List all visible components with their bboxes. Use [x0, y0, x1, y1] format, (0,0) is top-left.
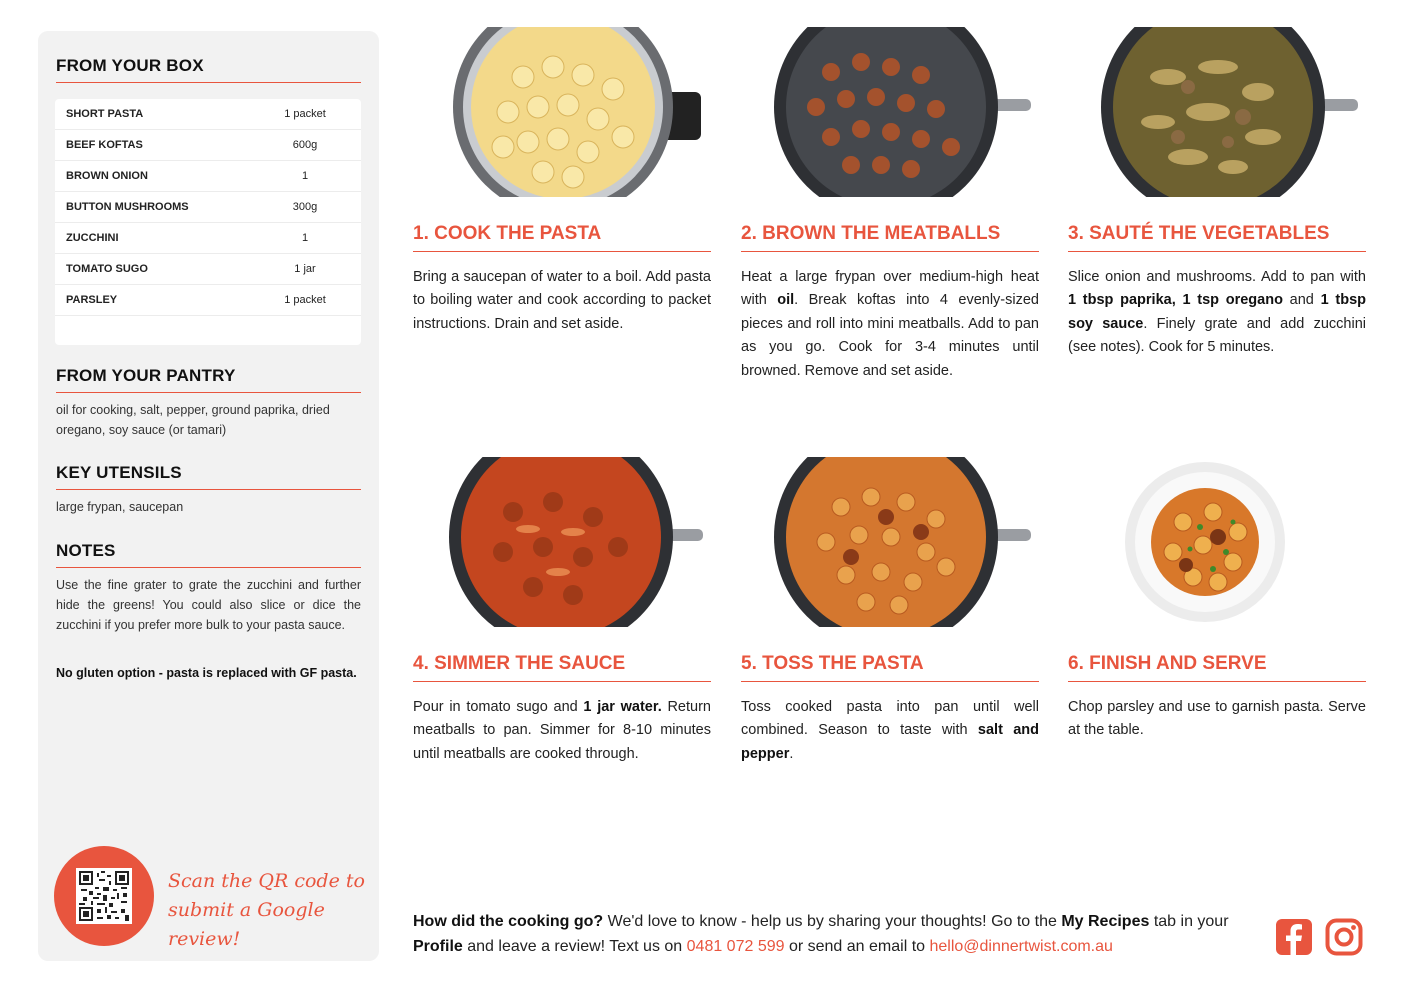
- vegetables-frypan-photo: [1068, 27, 1366, 197]
- step-text-bold: 1 tbsp paprika, 1 tsp oregano: [1068, 292, 1283, 309]
- my-recipes-label: My Recipes: [1061, 913, 1150, 930]
- step-title: 6. FINISH AND SERVE: [1068, 653, 1366, 682]
- notes-bold-text: No gluten option - pasta is replaced with GF pasta.: [56, 666, 357, 680]
- review-text: and leave a review! Text us on: [462, 938, 687, 955]
- key-utensils-heading: KEY UTENSILS: [56, 463, 361, 490]
- table-row: [55, 192, 361, 223]
- ingredient-name: SHORT PASTA: [66, 108, 144, 120]
- review-text: or send an email to: [784, 938, 930, 955]
- table-row: [55, 223, 361, 254]
- ingredient-qty: 1 jar: [294, 263, 316, 275]
- notes-text: Use the fine grater to grate the zucchini and further hide the greens! You could also slice or dice the zucchini if you prefer more bulk to your pasta sauce.: [56, 578, 361, 632]
- from-your-pantry-heading: FROM YOUR PANTRY: [56, 366, 361, 393]
- table-row: [55, 285, 361, 316]
- step-body: [741, 696, 1039, 766]
- step-text-bold: salt and pepper: [741, 722, 1039, 762]
- step-text: and: [1282, 292, 1321, 309]
- step-text: . Break koftas into 4 evenly-sized pieces and roll into mini meatballs. Add to pan as you go. Cook for 3-4 minutes until browned. Remove and set aside.: [741, 292, 1039, 379]
- served-bowl-photo: [1068, 457, 1366, 627]
- ingredient-name: ZUCCHINI: [66, 232, 119, 244]
- profile-label: Profile: [413, 938, 463, 955]
- step-text-bold: 1 jar water.: [583, 699, 662, 715]
- ingredients-table: [55, 99, 361, 345]
- table-row: [55, 130, 361, 161]
- tossed-pasta-frypan-photo: [741, 457, 1039, 627]
- step-text: Return meatballs to pan. Simmer for 8-10 minutes until meatballs are cooked through.: [413, 699, 711, 762]
- phone-link[interactable]: 0481 072 599: [686, 938, 785, 955]
- instagram-icon[interactable]: [1325, 918, 1363, 956]
- step-title: 5. TOSS THE PASTA: [741, 653, 1039, 682]
- step-text: Pour in tomato sugo and: [413, 699, 584, 715]
- step-text: Heat a large frypan over medium-high heat with: [741, 269, 1039, 309]
- ingredient-qty: 600g: [292, 139, 318, 151]
- step-text: Bring a saucepan of water to a boil. Add pasta to boiling water and cook according to packet instructions. Drain and set aside.: [413, 269, 711, 332]
- ingredient-qty: 1 packet: [284, 108, 326, 120]
- ingredient-name: BUTTON MUSHROOMS: [66, 201, 189, 213]
- step-title: 4. SIMMER THE SAUCE: [413, 653, 711, 682]
- ingredient-qty: 1: [301, 232, 309, 244]
- step-body: [741, 266, 1039, 383]
- ingredient-name: TOMATO SUGO: [66, 263, 148, 275]
- qr-caption-line: submit a Google review!: [168, 899, 325, 950]
- step-text: Slice onion and mushrooms. Add to pan with: [1068, 269, 1366, 285]
- notes-heading: NOTES: [56, 541, 361, 568]
- ingredient-qty: 300g: [292, 201, 318, 213]
- review-text: We'd love to know - help us by sharing your thoughts! Go to the: [603, 913, 1062, 930]
- email-link[interactable]: hello@dinnertwist.com.au: [929, 938, 1113, 955]
- ingredient-name: BEEF KOFTAS: [66, 139, 143, 151]
- qr-caption-line: Scan the QR code to: [168, 870, 365, 892]
- step-title: 1. COOK THE PASTA: [413, 223, 711, 252]
- facebook-icon[interactable]: [1275, 918, 1313, 956]
- ingredient-qty: 1 packet: [284, 294, 326, 306]
- ingredient-name: BROWN ONION: [66, 170, 148, 182]
- utensils-text: large frypan, saucepan: [56, 500, 184, 514]
- table-row: [55, 99, 361, 130]
- step-text: Toss cooked pasta into pan until well combined. Season to taste with: [741, 699, 1039, 739]
- review-text: tab in your: [1149, 913, 1229, 930]
- pantry-text: oil for cooking, salt, pepper, ground paprika, dried oregano, soy sauce (or tamari): [56, 403, 330, 437]
- pasta-saucepan-photo: [413, 27, 711, 197]
- qr-badge[interactable]: [54, 846, 154, 946]
- step-text: .: [789, 745, 794, 762]
- step-title: 3. SAUTÉ THE VEGETABLES: [1068, 223, 1366, 252]
- step-body: [413, 266, 711, 336]
- sauce-frypan-photo: [413, 457, 711, 627]
- ingredient-qty: 1: [301, 170, 309, 182]
- ingredient-name: PARSLEY: [66, 294, 118, 306]
- review-question: How did the cooking go?: [413, 913, 604, 930]
- step-text-bold: oil: [777, 292, 795, 309]
- step-body: [1068, 696, 1366, 743]
- step-text: . Finely grate and add zucchini (see notes). Cook for 5 minutes.: [1068, 315, 1366, 356]
- step-text-bold: 1 tbsp soy sauce: [1068, 292, 1367, 332]
- step-body: [1068, 266, 1366, 360]
- ingredients-sidebar: [38, 31, 379, 961]
- step-text: Chop parsley and use to garnish pasta. Serve at the table.: [1068, 699, 1366, 739]
- table-row: [55, 161, 361, 192]
- qr-code-icon: [76, 868, 132, 924]
- step-body: [413, 696, 711, 766]
- step-title: 2. BROWN THE MEATBALLS: [741, 223, 1039, 252]
- from-your-box-heading: FROM YOUR BOX: [56, 56, 361, 83]
- review-prompt: [413, 909, 1263, 959]
- table-row: [55, 254, 361, 285]
- qr-caption: [168, 867, 368, 954]
- meatballs-frypan-photo: [741, 27, 1039, 197]
